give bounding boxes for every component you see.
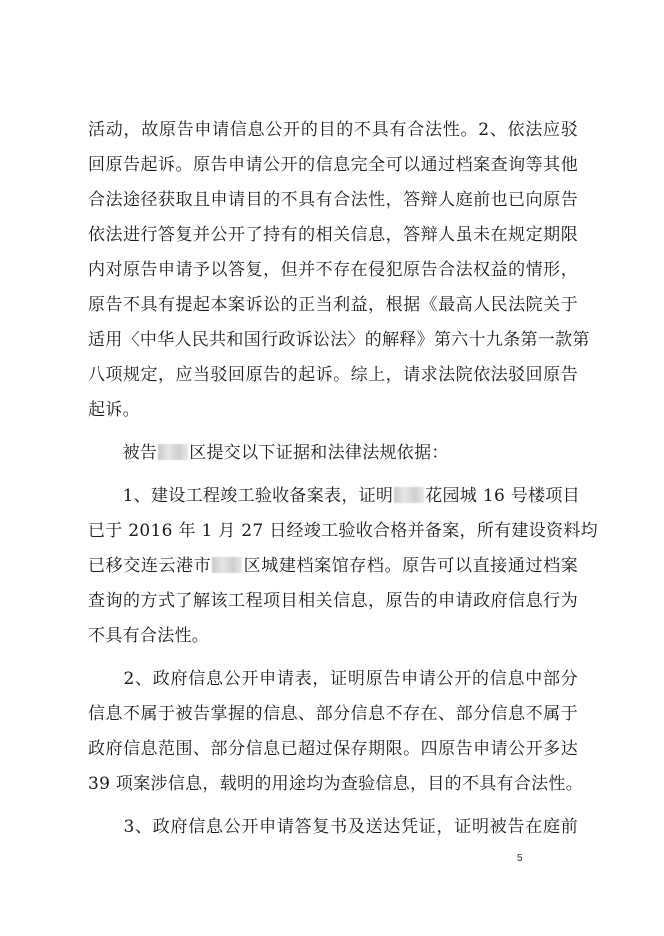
- text-line: 依法进行答复并公开了持有的相关信息，答辩人虽未在规定期限: [88, 225, 578, 245]
- text-fragment: 花园城 16 号楼项目: [425, 486, 580, 506]
- redaction-block: [212, 557, 242, 573]
- paragraph-evidence-2: [88, 662, 584, 802]
- paragraph-evidence-3: [88, 810, 578, 845]
- text-fragment: 已移交连云港市: [88, 556, 212, 576]
- document-body: [88, 113, 598, 845]
- page-number: 5: [517, 853, 523, 864]
- text-line: 信息不属于被告掌握的信息、部分信息不存在、部分信息不属于: [88, 704, 578, 724]
- text-line: 合法途径获取且申请目的不具有合法性，答辩人庭前也已向原告: [88, 190, 578, 210]
- text-line: 回原告起诉。原告申请公开的信息完全可以通过档案查询等其他: [88, 155, 578, 175]
- redaction-block: [158, 444, 188, 460]
- text-line: 政府信息范围、部分信息已超过保存期限。四原告申请公开多达: [88, 739, 578, 759]
- paragraph-evidence-intro: [88, 436, 578, 471]
- text-line: 已于 2016 年 1 月 27 日经竣工验收合格并备案，所有建设资料均: [88, 521, 598, 541]
- text-line: 八项规定，应当驳回原告的起诉。综上，请求法院依法驳回原告: [88, 365, 578, 385]
- text-fragment: 区城建档案馆存档。原告可以直接通过档案: [243, 556, 578, 576]
- text-line: 起诉。: [88, 400, 140, 420]
- text-line: [88, 549, 578, 584]
- text-line: 适用〈中华人民共和国行政诉讼法〉的解释》第六十九条第一款第: [88, 330, 590, 350]
- text-line: [88, 436, 578, 471]
- text-fragment: 1、建设工程竣工验收备案表，证明: [88, 486, 394, 506]
- text-line: 2、政府信息公开申请表，证明原告申请公开的信息中部分: [88, 669, 578, 689]
- text-fragment: 区提交以下证据和法律法规依据：: [189, 443, 449, 463]
- text-line: 活动，故原告申请信息公开的目的不具有合法性。2、依法应驳: [88, 120, 578, 140]
- text-line: 内对原告申请予以答复，但并不存在侵犯原告合法权益的情形，: [88, 260, 578, 280]
- text-line: 39 项案涉信息，载明的用途均为查验信息，目的不具有合法性。: [88, 774, 584, 794]
- text-line: 3、政府信息公开申请答复书及送达凭证，证明被告在庭前: [88, 817, 578, 837]
- paragraph-defense-conclusion: [88, 113, 590, 428]
- redaction-block: [394, 487, 424, 503]
- text-line: 不具有合法性。: [88, 626, 210, 646]
- text-line: 原告不具有提起本案诉讼的正当利益，根据《最高人民法院关于: [88, 295, 578, 315]
- text-fragment: 被告: [88, 443, 158, 463]
- paragraph-evidence-1: [88, 479, 598, 654]
- text-line: [88, 479, 578, 514]
- text-line: 查询的方式了解该工程项目相关信息，原告的申请政府信息行为: [88, 591, 578, 611]
